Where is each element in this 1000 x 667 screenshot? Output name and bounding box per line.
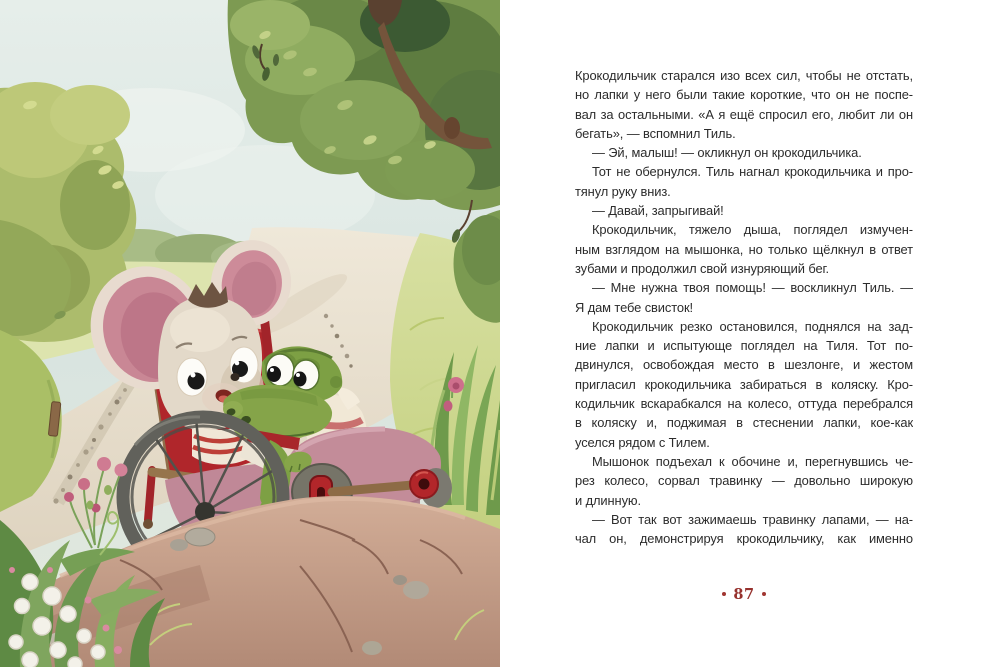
page-number — [575, 584, 913, 604]
text-line: но лапки у него были такие короткие, что он не поспе- — [575, 87, 913, 103]
text-line: и длинную. — [575, 492, 641, 508]
text-line: двинулся, освобождая место в шезлонге, и жестом — [575, 357, 913, 373]
text-line: кодильчик вскарабкался на колесо, оттуда перебрался — [575, 396, 913, 412]
text-line: бегать», — вспомнил Тиль. — [575, 125, 736, 141]
text-line: Я дам тебе свисток! — [575, 299, 693, 315]
text-line: — Вот так вот зажимаешь травинку лапами, — на- — [592, 511, 913, 527]
text-line: вал за остальными. «А я ещё спросил его, любит ли он — [575, 106, 913, 122]
text-line: Мышонок подъехал к обочине и, перегнувшись че- — [592, 453, 913, 469]
page-number-dot-left — [722, 592, 727, 597]
text-line: уселся рядом с Тилем. — [575, 434, 710, 450]
story-text — [575, 66, 913, 548]
text-line: в коляску и, поджимая в стеснении лапки, кое-как — [575, 415, 913, 431]
text-line: — Давай, запрыгивай! — [592, 203, 724, 219]
text-line: Крокодильчик резко остановился, поднялся на зад- — [592, 318, 913, 334]
text-line: — Мне нужна твоя помощь! — воскликнул Тиль. — — [592, 280, 913, 296]
text-line: Тот не обернулся. Тиль нагнал крокодильчика и про- — [592, 164, 913, 180]
text-line: тянул руку вниз. — [575, 183, 671, 199]
text-line: Крокодильчик, тяжело дыша, поглядел измучен- — [592, 222, 913, 238]
text-line: рез колесо, сорвал травинку — довольно широкую — [575, 473, 913, 489]
text-line: Крокодильчик старался изо всех сил, чтобы не отстать, — [575, 68, 913, 83]
text-line: чал он, демонстрируя крокодильчику, как именно — [575, 531, 913, 547]
page-number-dot-right — [762, 592, 767, 597]
text-line: зубами и продолжил свой изнуряющий бег. — [575, 260, 830, 276]
text-line: пригласил крокодильчика забираться в коляску. Кро- — [575, 376, 913, 392]
text-line: — Эй, малыш! — окликнул он крокодильчика. — [592, 145, 862, 161]
mouse-nose — [231, 373, 240, 381]
page-number-value: 87 — [733, 585, 755, 603]
text-line: ние лапки и испытующе поглядел на Тиля. Тот по- — [575, 338, 913, 354]
text-line: ным взглядом на мышонка, но только щёлкнул в ответ — [575, 241, 913, 257]
